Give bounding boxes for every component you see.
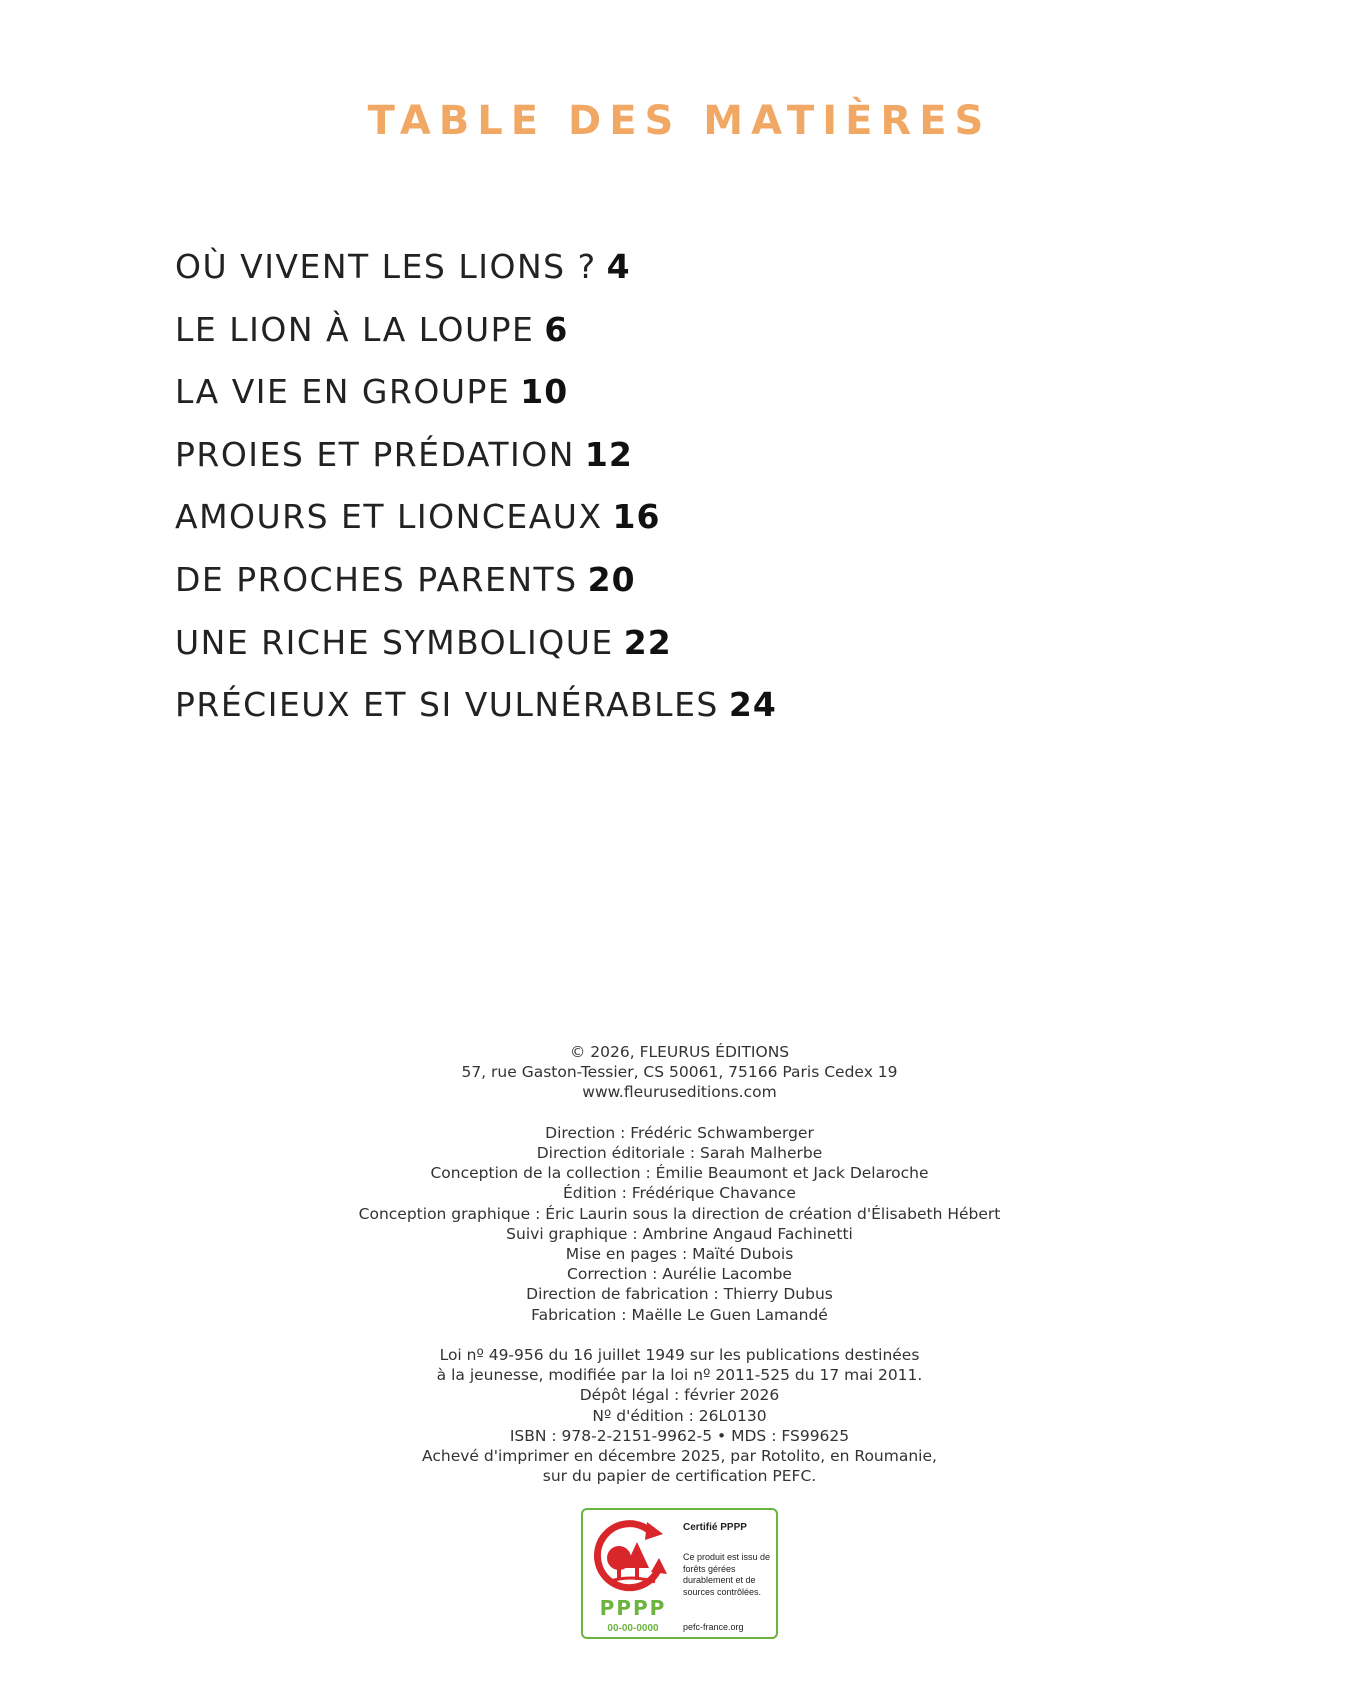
toc-entry-label: PROIES ET PRÉDATION [175,434,575,474]
legal-line: ISBN : 978-2-2151-9962-5 • MDS : FS99625 [509,1426,850,1445]
credit-line: Conception graphique : Éric Laurin sous la direction de création d'Élisabeth Hébert [358,1204,1001,1223]
toc-entry-label: PRÉCIEUX ET SI VULNÉRABLES [175,685,719,725]
credit-line: Direction de fabrication : Thierry Dubus [526,1285,833,1304]
pefc-code: 00-00-0000 [607,1623,659,1634]
toc-entry-page: 16 [612,497,661,537]
pefc-letters: PPPP [599,1596,667,1620]
pefc-certified-text: Certifié PPPP [683,1522,747,1533]
page-title: TABLE DES MATIÈRES [367,98,992,144]
credit-line: Correction : Aurélie Lacombe [567,1265,792,1284]
toc-entry [175,618,777,681]
toc-entry [175,305,777,368]
toc-entry-label: OÙ VIVENT LES LIONS ? [175,247,597,286]
legal-line: Loi nº 49-956 du 16 juillet 1949 sur les publications destinées [439,1346,920,1365]
pefc-tree-logo-icon [591,1518,673,1594]
publisher-address: 57, rue Gaston-Tessier, CS 50061, 75166 Paris Cedex 19 [461,1063,898,1082]
toc-entry-label: UNE RICHE SYMBOLIQUE [175,622,614,662]
toc-entry-label: AMOURS ET LIONCEAUX [175,497,603,537]
legal-line: à la jeunesse, modifiée par la loi nº 2011-525 du 17 mai 2011. [436,1366,923,1385]
legal-line: Achevé d'imprimer en décembre 2025, par Rotolito, en Roumanie, [422,1447,937,1466]
legal-line: Nº d'édition : 26L0130 [592,1406,767,1425]
credit-line: Suivi graphique : Ambrine Angaud Fachinetti [506,1224,853,1243]
toc-entry [175,555,777,618]
pefc-description: Ce produit est issu de forêts gérées durablement et de sources contrôlées. [683,1552,771,1597]
toc-entry-label: LA VIE EN GROUPE [175,372,511,412]
toc-entry [175,680,777,743]
toc-entry-page: 6 [544,309,569,349]
credit-line: Direction : Frédéric Schwamberger [545,1123,814,1142]
table-of-contents [175,242,777,743]
pefc-website: pefc-france.org [683,1622,744,1632]
toc-entry [175,492,777,555]
spacer [0,1325,1359,1345]
credit-line: Fabrication : Maëlle Le Guen Lamandé [531,1305,828,1324]
legal-line: sur du papier de certification PEFC. [542,1467,817,1486]
toc-entry-page: 24 [728,685,777,725]
toc-entry [175,367,777,430]
credit-line: Conception de la collection : Émilie Beaumont et Jack Delaroche [430,1164,929,1183]
toc-entry-label: LE LION À LA LOUPE [175,309,535,349]
toc-entry [175,430,777,493]
toc-entry-label: DE PROCHES PARENTS [175,559,578,599]
toc-entry-page: 12 [584,434,633,474]
copyright-line: © 2026, FLEURUS ÉDITIONS [569,1043,790,1061]
spacer [0,1103,1359,1123]
publisher-website: www.fleuruseditions.com [582,1083,777,1102]
legal-line: Dépôt légal : février 2026 [579,1386,780,1405]
toc-entry-page: 20 [587,559,636,599]
toc-entry-page: 10 [520,372,569,412]
toc-entry-page: 22 [623,622,672,662]
imprint-block [0,1042,1359,1486]
pefc-label [581,1508,778,1639]
toc-entry-page: 4 [606,247,631,286]
credit-line: Mise en pages : Maïté Dubois [565,1245,794,1264]
credit-line: Édition : Frédérique Chavance [563,1184,796,1203]
toc-entry [175,242,777,305]
credit-line: Direction éditoriale : Sarah Malherbe [536,1144,823,1162]
